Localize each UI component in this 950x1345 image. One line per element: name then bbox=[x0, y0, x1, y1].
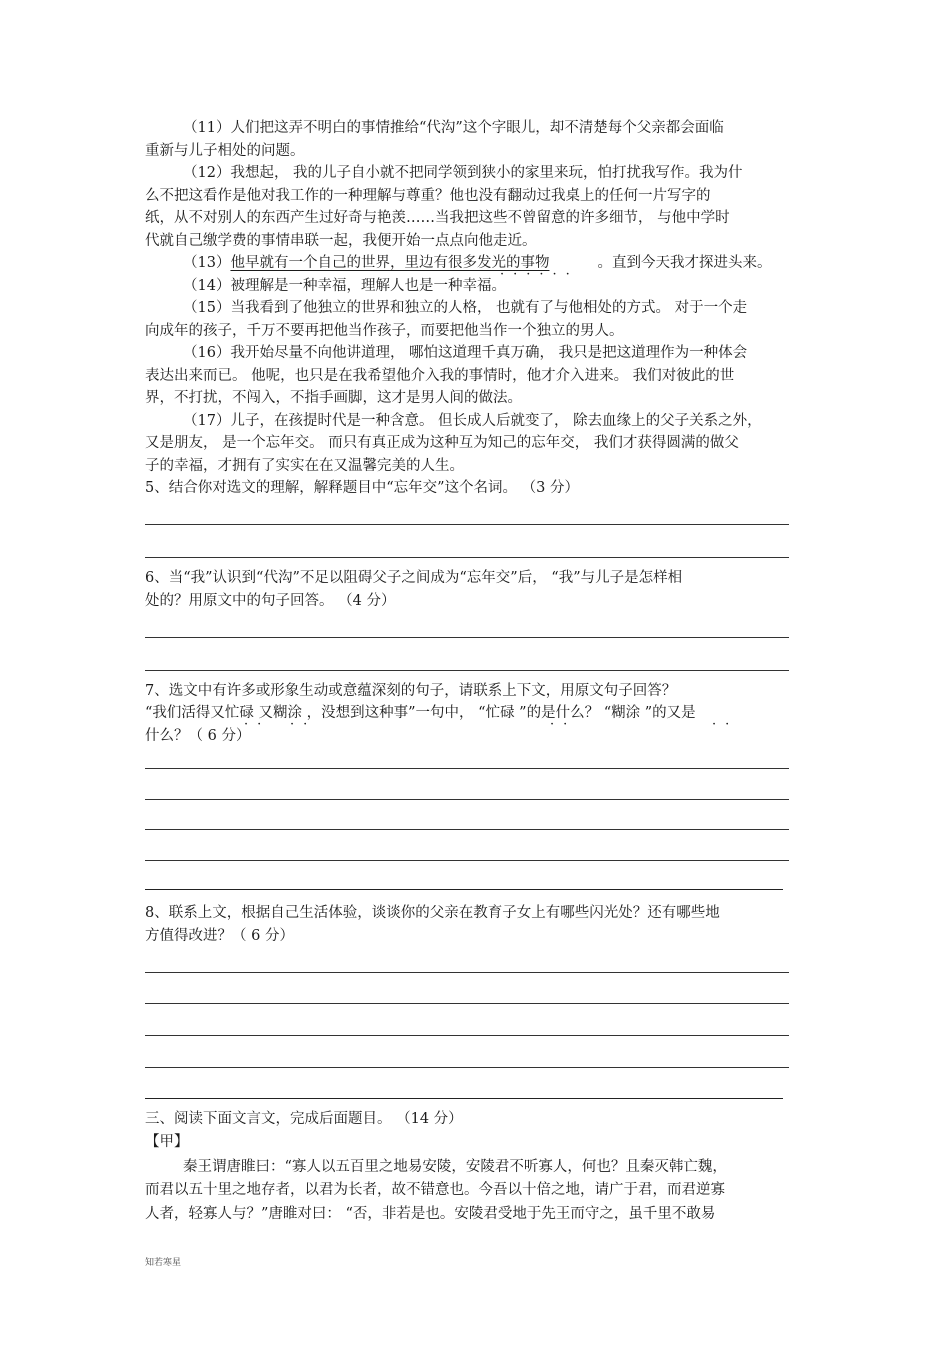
para-13-line-1 bbox=[183, 253, 771, 273]
para-12-line-3: 纸，从不对别人的东西产生过好奇与艳羡……当我把这些不曾留意的许多细节， 与他中学时 bbox=[145, 210, 730, 226]
section-3-line-3: 人者，轻寡人与？”唐睢对曰： “否，非若是也。安陵君受地于先王而守之，虽千里不敢易 bbox=[145, 1206, 716, 1222]
answer-line[interactable] bbox=[145, 1067, 789, 1068]
para-16-line-2: 表达出来而已。 他呢，也只是在我希望他介入我的事情时，他才介入进来。 我们对彼此的世 bbox=[145, 368, 735, 384]
answer-line[interactable] bbox=[145, 670, 789, 671]
para-16-line-3: 界，不打扰，不闯入，不指手画脚，这才是男人间的做法。 bbox=[145, 390, 522, 406]
answer-line[interactable] bbox=[145, 889, 783, 890]
para-14-line-1: （14）被理解是一种幸福，理解人也是一种幸福。 bbox=[183, 278, 506, 294]
para-15-line-1: （15）当我看到了他独立的世界和独立的人格， 也就有了与他相处的方式。 对于一个走 bbox=[183, 300, 748, 316]
question-8-line-2: 方值得改进？（ 6 分） bbox=[145, 928, 294, 944]
question-7-line-3: 什么？（ 6 分） bbox=[145, 728, 251, 744]
answer-line[interactable] bbox=[145, 768, 789, 769]
answer-line[interactable] bbox=[145, 829, 789, 830]
para-12-line-1: （12）我想起， 我的儿子自小就不把同学领到狭小的家里来玩，怕打扰我写作。我为什 bbox=[183, 165, 743, 181]
question-5: 5、结合你对选文的理解，解释题目中“忘年交”这个名词。 （3 分） bbox=[145, 480, 579, 496]
para-15-line-2: 向成年的孩子，千万不要再把他当作孩子，而要把他当作一个独立的男人。 bbox=[145, 323, 624, 339]
para-13-tail: 。直到今天我才探进头来。 bbox=[597, 255, 772, 271]
para-12-line-4: 代就自己缴学费的事情串联一起，我便开始一点点向他走近。 bbox=[145, 233, 537, 249]
question-6-line-1: 6、当“我”认识到“代沟”不足以阻碍父子之间成为“忘年交”后， “我”与儿子是怎样相 bbox=[145, 570, 683, 586]
para-11-line-2: 重新与儿子相处的问题。 bbox=[145, 143, 305, 159]
section-3-jia-label: 【甲】 bbox=[145, 1134, 189, 1150]
para-16-line-1: （16）我开始尽量不向他讲道理， 哪怕这道理千真万确， 我只是把这道理作为一种体会 bbox=[183, 345, 748, 361]
emphasis-dots-13: ······ bbox=[500, 267, 579, 282]
para-11-line-1: （11）人们把这弄不明白的事情推给“代沟”这个字眼儿，却不清楚每个父亲都会面临 bbox=[183, 120, 724, 136]
answer-line[interactable] bbox=[145, 860, 789, 861]
question-6-line-2: 处的？用原文中的句子回答。 （4 分） bbox=[145, 593, 396, 609]
para-13-underlined: 他早就有一个自己的世界，里边有很多发光的事物 bbox=[230, 255, 550, 271]
answer-line[interactable] bbox=[145, 799, 789, 800]
answer-line[interactable] bbox=[145, 1035, 789, 1036]
para-17-line-1: （17）儿子，在孩提时代是一种含意。 但长成人后就变了， 除去血缘上的父子关系之外， bbox=[183, 413, 762, 429]
question-8-line-1: 8、联系上文，根据自己生活体验，谈谈你的父亲在教育子女上有哪些闪光处？还有哪些地 bbox=[145, 905, 720, 921]
answer-line[interactable] bbox=[145, 1098, 783, 1099]
section-3-line-1: 秦王谓唐睢曰：“寡人以五百里之地易安陵，安陵君不听寡人，何也？且秦灭韩亡魏， bbox=[183, 1159, 727, 1175]
answer-line[interactable] bbox=[145, 637, 789, 638]
answer-line[interactable] bbox=[145, 972, 789, 973]
para-12-line-2: 么不把这看作是他对我工作的一种理解与尊重？他也没有翻动过我桌上的任何一片写字的 bbox=[145, 188, 711, 204]
para-13-number: （13） bbox=[183, 255, 231, 271]
emphasis-dots-7d: ·· bbox=[712, 717, 739, 732]
emphasis-dots-7c: ·· bbox=[550, 717, 577, 732]
answer-line[interactable] bbox=[145, 1003, 789, 1004]
page-footer: 知若寒星 bbox=[145, 1258, 182, 1268]
answer-line[interactable] bbox=[145, 557, 789, 558]
section-3-heading: 三、阅读下面文言文，完成后面题目。 （14 分） bbox=[145, 1111, 463, 1127]
para-17-line-3: 子的幸福，才拥有了实实在在又温馨完美的人生。 bbox=[145, 458, 464, 474]
section-3-line-2: 而君以五十里之地存者，以君为长者，故不错意也。今吾以十倍之地，请广于君，而君逆寡 bbox=[145, 1182, 725, 1198]
answer-line[interactable] bbox=[145, 524, 789, 525]
para-17-line-2: 又是朋友， 是一个忘年交。 而只有真正成为这种互为知己的忘年交， 我们才获得圆满的做父 bbox=[145, 435, 739, 451]
emphasis-dots-7b: ·· bbox=[290, 717, 317, 732]
question-7-line-2: “我们活得又忙碌 又糊涂 ，没想到这种事”一句中， “忙碌 ”的是什么？ “糊涂 ”的又是 bbox=[145, 705, 696, 721]
emphasis-dots-7a: ·· bbox=[244, 717, 271, 732]
question-7-line-1: 7、选文中有许多或形象生动或意蕴深刻的句子，请联系上下文，用原文句子回答？ bbox=[145, 683, 677, 699]
